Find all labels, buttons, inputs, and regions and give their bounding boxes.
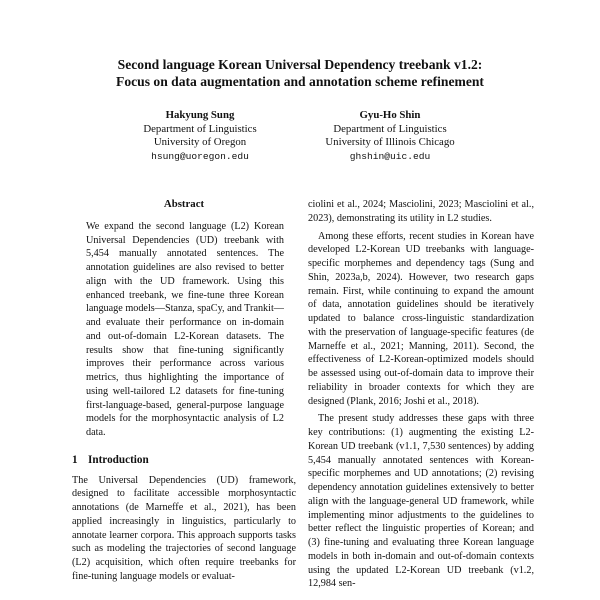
section-number: 1 (72, 453, 78, 466)
abstract-text: We expand the second language (L2) Korean Universal Dependencies (UD) treebank with 5,454 manually annotated sentences. The annotation guidelines are also revised to better align with the UD framework. Using this enhanced treebank, we fine-tune three Korean language models—Stanza, spaCy, and Trankit—and evaluate their performance on in-domain and out-of-domain L2-Korean datasets. The results show that fine-tuning significantly improves their performance across various metrics, thus highlighting the importance of using well-tailored L2 datasets for fine-tuning first-language-based, general-purpose language models for the morphosyntactic analysis of L2 data. (86, 220, 284, 438)
paper-title (40, 56, 560, 90)
right-column (308, 198, 534, 591)
author-name: Hakyung Sung (165, 109, 235, 121)
right-paragraph-1: Among these efforts, recent studies in Korean have developed L2-Korean UD treebanks with language-specific morphemes and dependency tags (Sung and Shin, 2023a,b, 2024). However, two research gaps remain. First, while continuing to expand the amount of data, annotation guidelines should be iteratively updated to balance cross-linguistic standardization with the preservation of language-specific features (de Marneffe et al., 2021; Manning, 2011). Second, the effectiveness of L2-Korean-optimized models should be assessed using out-of-domain data to improve their reliability in broader contexts for which they are designed (Plank, 2016; Joshi et al., 2018). (308, 230, 534, 407)
author-name: Gyu-Ho Shin (359, 109, 421, 121)
author-department: Department of Linguistics (143, 122, 257, 135)
author-email: ghshin@uic.edu (349, 151, 431, 163)
left-column (72, 198, 296, 584)
author-email: hsung@uoregon.edu (151, 151, 249, 163)
section-heading (72, 454, 296, 468)
right-paragraph-2: The present study addresses these gaps with three key contributions: (1) augmenting the existing L2-Korean UD treebank (v1.1, 7,530 sentences) by adding 5,454 manually annotated sentences with Korean-specific morphemes and UD annotations; (2) revising dependency annotation guidelines extensively to better align with the language-general UD framework, while implementing minor adjustments to the guidelines to better reflect the linguistic properties of Korean; and (3) fine-tuning and evaluating three Korean language models in both in-domain and out-of-domain contexts using the updated L2-Korean UD treebank (v1.2, 12,984 sen- (308, 413, 534, 590)
author-affiliation: University of Oregon (153, 136, 247, 149)
section-title: Introduction (88, 453, 149, 466)
title-line-1: Second language Korean Universal Dependency treebank v1.2: (117, 57, 483, 72)
author-department: Department of Linguistics (333, 122, 447, 135)
author-affiliation: University of Illinois Chicago (325, 136, 455, 149)
title-line-2: Focus on data augmentation and annotation scheme refinement (116, 74, 484, 89)
author-block-2 (290, 109, 490, 164)
right-paragraph-continuation: ciolini et al., 2024; Masciolini, 2023; Masciolini et al., 2023), demonstrating its utility in L2 studies. (308, 199, 534, 224)
abstract-heading: Abstract (163, 198, 205, 210)
author-block-1 (100, 109, 300, 164)
intro-paragraph-1: The Universal Dependencies (UD) framework, designed to facilitate accessible morphosyntactic annotations (de Marneffe et al., 2021), has been applied increasingly in linguistics, particularly to annotate learner corpora. This approach supports tasks such as modeling the trajectories of second language (L2) acquisition, which often require treebanks for fine-tuning language models or evaluat- (72, 474, 296, 582)
